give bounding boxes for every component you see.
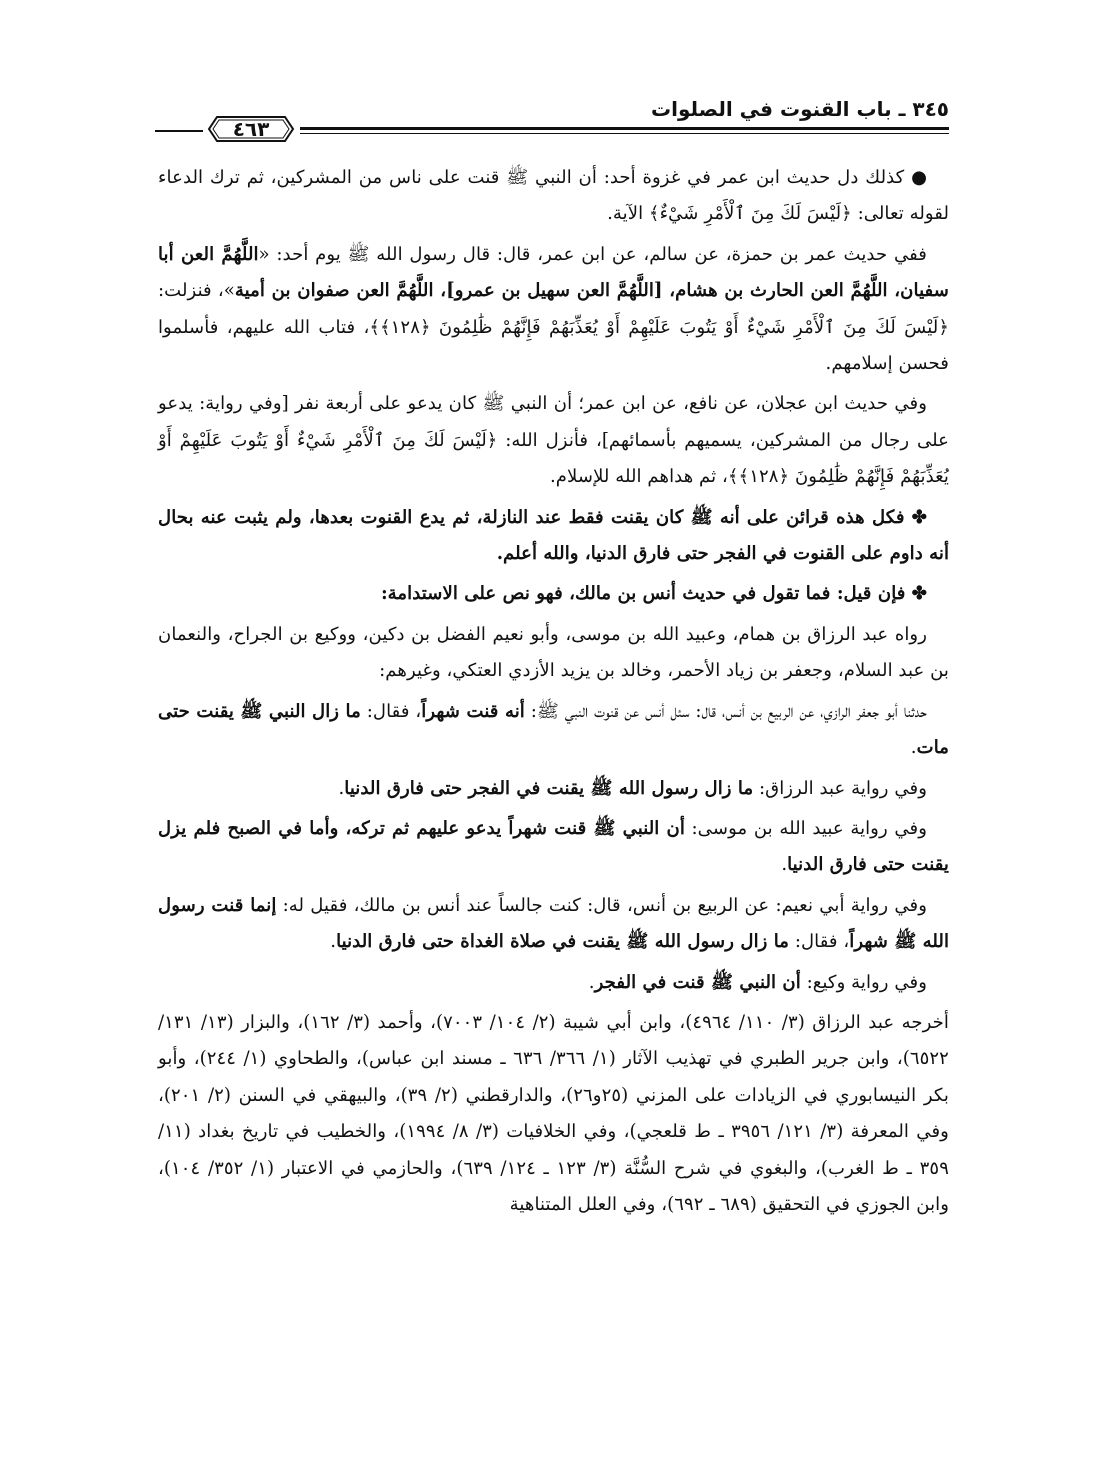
bold-text-run: ما زال النبي ﷺ يقنت حتى مات — [158, 700, 949, 759]
text-run: ● كذلك دل حديث ابن عمر في غزوة أحد: أن النبي ﷺ قنت على ناس من المشركين، ثم ترك الدعاء لقوله تعالى: ﴿لَيْسَ لَكَ مِنَ ٱلْأَمْرِ شَيْءٌ﴾ الآية. — [158, 167, 949, 225]
bold-text-run: أن النبي ﷺ قنت في الفجر — [594, 971, 801, 993]
bold-text-run: اللَّهُمَّ العن أبا سفيان، اللَّهُمَّ العن الحارث بن هشام، [اللَّهُمَّ العن سهيل بن عمرو]، اللَّهُمَّ العن صفوان بن أمية — [158, 243, 949, 302]
paragraph — [158, 386, 949, 495]
header-rule-thin — [300, 133, 949, 134]
text-run: . — [588, 971, 595, 993]
text-run: وفي رواية عبيد الله بن موسى: — [684, 817, 927, 839]
paragraph — [158, 500, 949, 573]
header-rule-thick — [300, 127, 949, 130]
bold-text-run: ✤ فإن قيل: فما تقول في حديث أنس بن مالك، فهو نص على الاستدامة: — [380, 583, 927, 605]
paragraph — [158, 1005, 949, 1223]
paragraph — [158, 694, 949, 767]
chapter-title: ٣٤٥ ـ باب القنوت في الصلوات — [650, 97, 949, 121]
paragraph — [158, 617, 949, 690]
text-run: . — [330, 931, 337, 953]
paragraph — [158, 771, 949, 807]
paragraph — [158, 965, 949, 1001]
bold-text-run: إنما قنت رسول الله ﷺ شهراً — [158, 894, 949, 953]
text-run: أخرجه عبد الرزاق (٣/ ١١٠/ ٤٩٦٤)، وابن أبي شيبة (٢/ ١٠٤/ ٧٠٠٣)، وأحمد (٣/ ١٦٢)، والبزار (١٣/ ١٣١/ ٦٥٢٢)، وابن جرير الطبري في تهذيب الآثار (١/ ٣٦٦/ ٦٣٦ ـ مسند ابن عباس)، والطحاوي (١/ ٢٤٤)، وأبو بكر النيسابوري في الزيادات على المزني (٢٥و٢٦)، والدارقطني (٢/ ٣٩)، والبيهقي في السنن (٢/ ٢٠١)، وفي المعرفة (٣/ ١٢١/ ٣٩٥٦ ـ ط قلعجي)، وفي الخلافيات (٣/ ٨/ ١٩٩٤)، والخطيب في تاريخ بغداد (١١/ ٣٥٩ ـ ط الغرب)، والبغوي في شرح السُّنَّة (٣/ ١٢٣ ـ ١٢٤/ ٦٣٩)، والحازمي في الاعتبار (١/ ٣٥٢/ ١٠٤)، وابن الجوزي في التحقيق (٦٨٩ ـ ٦٩٢)، وفي العلل المتناهية — [158, 1011, 949, 1215]
text-run: . — [781, 854, 788, 876]
text-run: حدثنا أبو جعفر الرازي، عن الربيع بن أنس، قال: سئل أنس عن قنوت النبي ﷺ: — [524, 700, 927, 722]
bold-text-run: ما زال رسول الله ﷺ يقنت في الفجر حتى فارق الدنيا — [344, 777, 754, 799]
paragraph — [158, 576, 949, 612]
text-run: ففي حديث عمر بن حمزة، عن سالم، عن ابن عمر، قال: قال رسول الله ﷺ يوم أحد: « — [258, 243, 928, 265]
page-number: ٤٦٣ — [232, 117, 270, 141]
bold-text-run: ✤ فكل هذه قرائن على أنه ﷺ كان يقنت فقط عند النازلة، ثم يدع القنوت بعدها، ولم يثبت عنه بحال أنه داوم على القنوت في الفجر حتى فارق الدنيا، والله أعلم. — [158, 506, 949, 565]
bold-text-run: أنه قنت شهراً — [421, 700, 525, 722]
header-rule-left — [155, 130, 203, 132]
text-run: وفي رواية وكيع: — [800, 971, 927, 993]
text-run: وفي رواية عبد الرزاق: — [753, 777, 927, 799]
body-text — [158, 160, 949, 1227]
text-run: . — [338, 777, 345, 799]
page-header — [155, 94, 949, 146]
paragraph — [158, 160, 949, 233]
text-run: »، فنزلت: ﴿لَيْسَ لَكَ مِنَ ٱلْأَمْرِ شَيْءٌ أَوْ يَتُوبَ عَلَيْهِمْ أَوْ يُعَذِّبَهُمْ فَإِنَّهُمْ ظَٰلِمُونَ ﴿١٢٨﴾﴾، فتاب الله عليهم، فأسلموا فحسن إسلامهم. — [158, 280, 949, 375]
text-run: رواه عبد الرزاق بن همام، وعبيد الله بن موسى، وأبو نعيم الفضل بن دكين، ووكيع بن الجراح، والنعمان بن عبد السلام، وجعفر بن زياد الأحمر، وخالد بن يزيد الأزدي العتكي، وغيرهم: — [158, 623, 949, 682]
paragraph — [158, 888, 949, 961]
bold-text-run: ما زال رسول الله ﷺ يقنت في صلاة الغداة حتى فارق الدنيا — [336, 931, 790, 953]
text-run: وفي حديث ابن عجلان، عن نافع، عن ابن عمر؛ أن النبي ﷺ كان يدعو على أربعة نفر [وفي رواية: يدعو على رجال من المشركين، يسميهم بأسمائهم]، فأنزل الله: ﴿لَيْسَ لَكَ مِنَ ٱلْأَمْرِ شَيْءٌ أَوْ يَتُوبَ عَلَيْهِمْ أَوْ يُعَذِّبَهُمْ فَإِنَّهُمْ ظَٰلِمُونَ ﴿١٢٨﴾﴾، ثم هداهم الله للإسلام. — [158, 393, 949, 488]
page-number-ornament — [203, 111, 299, 147]
bold-text-run: أن النبي ﷺ قنت شهراً يدعو عليهم ثم تركه، وأما في الصبح فلم يزل يقنت حتى فارق الدنيا — [158, 817, 949, 876]
text-run: ، فقال: — [789, 931, 850, 953]
paragraph — [158, 237, 949, 383]
text-run: وفي رواية أبي نعيم: عن الربيع بن أنس، قال: كنت جالساً عند أنس بن مالك، فقيل له: — [276, 894, 928, 916]
text-run: ، فقال: — [360, 700, 422, 722]
paragraph — [158, 811, 949, 884]
text-run: . — [910, 737, 917, 759]
